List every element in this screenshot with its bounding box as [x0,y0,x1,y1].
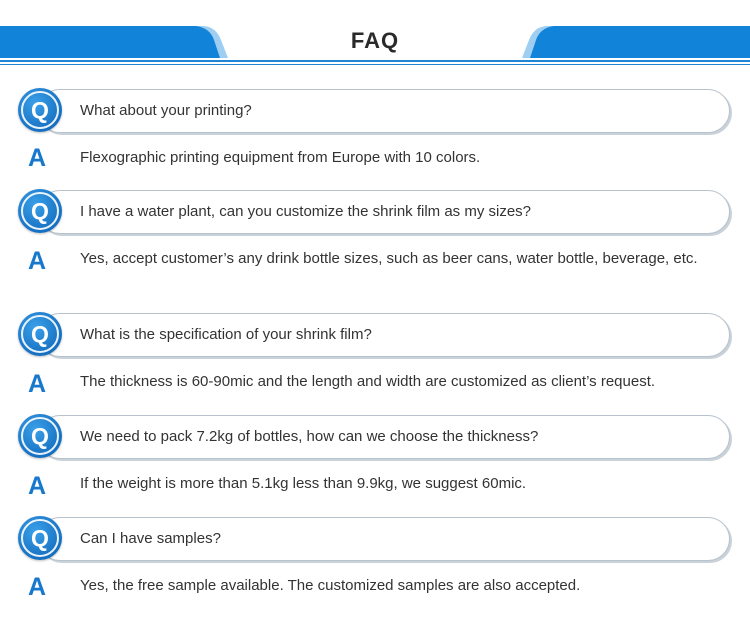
question-row [18,190,730,236]
question-row [18,89,730,135]
question-row [18,415,730,461]
answer-text: Flexographic printing equipment from Europe with 10 colors. [80,149,481,166]
page-title: FAQ [350,28,400,53]
question-text: What is the specification of your shrink film? [80,326,372,343]
question-row [18,313,730,359]
answer-mark: A [28,370,47,398]
question-text: What about your printing? [80,102,252,119]
question-row [18,517,730,563]
question-text: Can I have samples? [80,530,221,547]
answer-text: The thickness is 60-90mic and the length and width are customized as client’s request. [80,373,656,390]
answer-text: Yes, the free sample available. The customized samples are also accepted. [80,577,581,594]
answer-text: Yes, accept customer’s any drink bottle sizes, such as beer cans, water bottle, beverage, etc. [80,250,698,267]
answer-mark: A [28,247,47,275]
answer-mark: A [28,472,47,500]
faq-header-banner [0,0,750,70]
question-mark: Q [31,525,49,551]
question-mark: Q [31,321,49,347]
answer-mark: A [28,573,47,601]
question-mark: Q [31,198,49,224]
question-text: I have a water plant, can you customize the shrink film as my sizes? [80,203,532,220]
answer-text: If the weight is more than 5.1kg less than 9.9kg, we suggest 60mic. [80,475,527,492]
question-mark: Q [31,423,49,449]
answer-mark: A [28,144,47,172]
question-mark: Q [31,97,49,123]
question-text: We need to pack 7.2kg of bottles, how can we choose the thickness? [80,428,539,445]
